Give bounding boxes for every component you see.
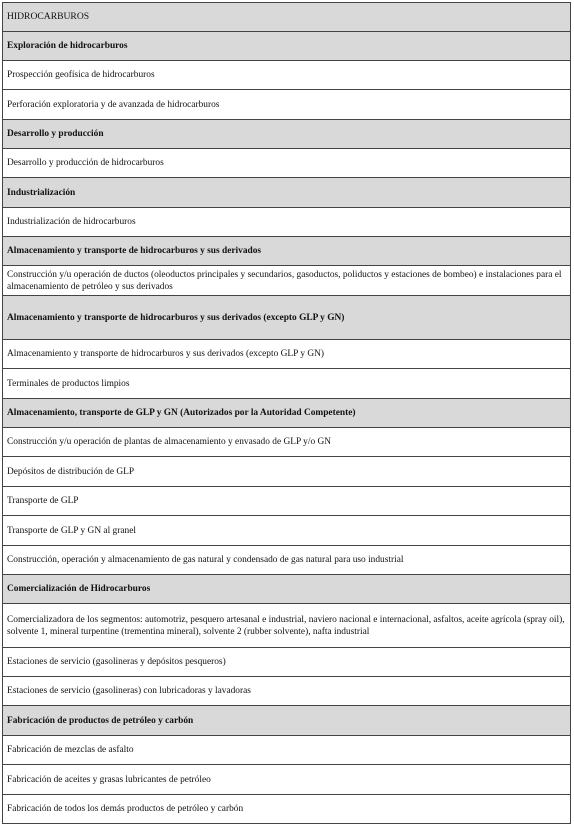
table-body xyxy=(3,3,571,824)
row-text: Fabricación de todos los demás productos de petróleo y carbón xyxy=(3,795,571,824)
table-row xyxy=(3,795,571,824)
section-header: Comercialización de Hidrocarburos xyxy=(3,575,571,604)
row-text: Transporte de GLP xyxy=(3,487,571,516)
table-row xyxy=(3,149,571,178)
row-text: Industrialización de hidrocarburos xyxy=(3,208,571,237)
row-text: Desarrollo y producción de hidrocarburos xyxy=(3,149,571,178)
table-title: HIDROCARBUROS xyxy=(3,3,571,32)
section-header: Industrialización xyxy=(3,178,571,208)
row-text: Fabricación de aceites y grasas lubricantes de petróleo xyxy=(3,765,571,795)
row-text: Fabricación de mezclas de asfalto xyxy=(3,736,571,765)
table-row xyxy=(3,546,571,575)
table-row xyxy=(3,516,571,546)
section-header-row xyxy=(3,32,571,61)
row-text: Construcción y/u operación de plantas de almacenamiento y envasado de GLP y/o GN xyxy=(3,428,571,457)
table-row xyxy=(3,765,571,795)
table-row xyxy=(3,648,571,677)
hydrocarbons-table xyxy=(2,2,571,824)
section-header: Fabricación de productos de petróleo y carbón xyxy=(3,706,571,736)
table-row xyxy=(3,90,571,120)
table-row xyxy=(3,340,571,369)
table-row xyxy=(3,457,571,487)
section-header-row xyxy=(3,120,571,149)
section-header-row xyxy=(3,706,571,736)
table-row xyxy=(3,604,571,648)
row-text: Estaciones de servicio (gasolineras y depósitos pesqueros) xyxy=(3,648,571,677)
table-row xyxy=(3,61,571,90)
row-text: Terminales de productos limpios xyxy=(3,369,571,399)
table-title-row xyxy=(3,3,571,32)
section-header-row xyxy=(3,296,571,340)
table-row xyxy=(3,369,571,399)
section-header-row xyxy=(3,237,571,266)
row-text: Construcción y/u operación de ductos (oleoductos principales y secundarios, gasoductos, poliductos y estaciones de bombeo) e instalaciones para el almacenamiento de petróleo y sus derivados xyxy=(3,266,571,296)
section-header: Almacenamiento y transporte de hidrocarburos y sus derivados xyxy=(3,237,571,266)
row-text: Depósitos de distribución de GLP xyxy=(3,457,571,487)
section-header-row xyxy=(3,399,571,428)
row-text: Prospección geofísica de hidrocarburos xyxy=(3,61,571,90)
section-header-row xyxy=(3,575,571,604)
section-header: Exploración de hidrocarburos xyxy=(3,32,571,61)
table-row xyxy=(3,677,571,706)
table-row xyxy=(3,208,571,237)
row-text: Estaciones de servicio (gasolineras) con lubricadoras y lavadoras xyxy=(3,677,571,706)
row-text: Comercializadora de los segmentos: automotriz, pesquero artesanal e industrial, naviero nacional e internacional, asfaltos, aceite agrícola (spray oil), solvente 1, mineral turpentine (trementina mineral), solvente 2 (rubber solvente), nafta industrial xyxy=(3,604,571,648)
section-header: Desarrollo y producción xyxy=(3,120,571,149)
table-row xyxy=(3,736,571,765)
table-row xyxy=(3,428,571,457)
row-text: Almacenamiento y transporte de hidrocarburos y sus derivados (excepto GLP y GN) xyxy=(3,340,571,369)
section-header-row xyxy=(3,178,571,208)
row-text: Transporte de GLP y GN al granel xyxy=(3,516,571,546)
section-header: Almacenamiento y transporte de hidrocarburos y sus derivados (excepto GLP y GN) xyxy=(3,296,571,340)
section-header: Almacenamiento, transporte de GLP y GN (Autorizados por la Autoridad Competente) xyxy=(3,399,571,428)
row-text: Perforación exploratoria y de avanzada de hidrocarburos xyxy=(3,90,571,120)
row-text: Construcción, operación y almacenamiento de gas natural y condensado de gas natural para uso industrial xyxy=(3,546,571,575)
table-row xyxy=(3,266,571,296)
table-row xyxy=(3,487,571,516)
